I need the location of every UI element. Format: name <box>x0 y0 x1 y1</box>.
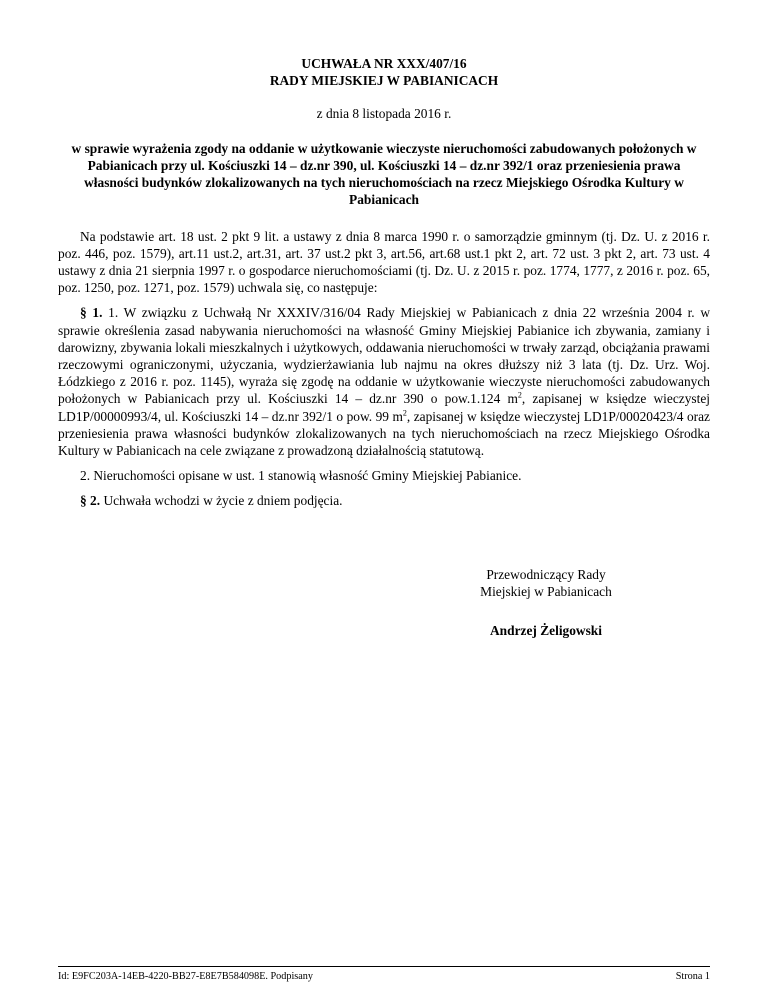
superscript-area-unit: 2 <box>517 390 522 400</box>
legal-basis-paragraph: Na podstawie art. 18 ust. 2 pkt 9 lit. a ustawy z dnia 8 marca 1990 r. o samorządzie gminnym (tj. Dz. U. z 2016 r. poz. 446, poz. 1579), art.11 ust.2, art.31, art. 37 ust.2 pkt 3, art.56, art.68 ust.1 pkt 2, art. 72 ust. 3 pkt 2, art. 73 ust. 4 ustawy z dnia 21 sierpnia 1997 r. o gospodarce nieruchomościami (tj. Dz. U. z 2015 r. poz. 1774, 1777, z 2016 r. poz. 65, poz. 1250, poz. 1271, poz. 1579) uchwala się, co następuje: <box>58 228 710 296</box>
section-1-label: § 1. <box>80 305 103 321</box>
title-line-1: UCHWAŁA NR XXX/407/16 <box>301 56 467 71</box>
section-2-label: § 2. <box>80 493 101 509</box>
signature-block <box>446 566 646 639</box>
section-1-text-part1: 1. W związku z Uchwałą Nr XXXIV/316/04 Rady Miejskiej w Pabianicach z dnia 22 września 2004 r. w sprawie określenia zasad nabywania nieruchomości na własność Gminy Miejskiej Pabianice ich zbywania, zamiany i darowizny, zbywania lokali mieszkalnych i użytkowych, oddawania nieruchomości w trwały zarząd, obciążania prawami rzeczowymi ograniczonymi, użyczania, wydzierżawiania lub najmu na okres dłuższy niż 3 lata (tj. Dz. Urz. Woj. Łódzkiego z 2016 r. poz. 1145), wyraża się zgodę na oddanie w użytkowanie wieczyste nieruchomości zabudowanych położonych w Pabianicach przy ul. Kościuszki 14 – dz.nr 390 o pow.1.124 m <box>58 305 710 407</box>
section-1-point-2: 2. Nieruchomości opisane w ust. 1 stanowią własność Gminy Miejskiej Pabianice. <box>80 468 522 484</box>
title-line-2: RADY MIEJSKIEJ W PABIANICACH <box>269 72 499 88</box>
resolution-date: z dnia 8 listopada 2016 r. <box>316 106 452 121</box>
section-1-paragraph <box>58 304 710 459</box>
section-1-text-part3: , zapisanej w księdze wieczystej LD1P/00020423/4 oraz przeniesienia prawa własności budynków zlokalizowanych na tych nieruchomościach na rzecz Miejskiego Ośrodka Kultury w Pabianicach na cele związane z prowadzoną działalnością statutową. <box>58 408 710 458</box>
signature-name: Andrzej Żeligowski <box>490 623 602 638</box>
superscript-area-unit: 2 <box>402 408 407 418</box>
footer-divider <box>58 966 710 967</box>
signature-role-line-1: Przewodniczący Rady <box>486 567 606 582</box>
resolution-subject: w sprawie wyrażenia zgody na oddanie w użytkowanie wieczyste nieruchomości zabudowanych położonych w Pabianicach przy ul. Kościuszki 14 – dz.nr 390, ul. Kościuszki 14 – dz.nr 392/1 oraz przeniesienia prawa własności budynków zlokalizowanych na tych nieruchomościach na rzecz Miejskiego Ośrodka Kultury w Pabianicach <box>71 140 697 207</box>
section-2-paragraph <box>58 492 710 509</box>
section-2-text: Uchwała wchodzi w życie z dniem podjęcia. <box>100 493 343 509</box>
footer-page-number: Strona 1 <box>675 971 710 982</box>
section-1-text-part2: , zapisanej w księdze wieczystej LD1P/00000993/4, ul. Kościuszki 14 – dz.nr 392/1 o pow. 99 m <box>58 391 710 424</box>
document-body <box>58 56 710 510</box>
resolution-title <box>58 56 710 89</box>
signature-role-line-2: Miejskiej w Pabianicach <box>480 584 612 599</box>
footer-document-id: Id: E9FC203A-14EB-4220-BB27-E8E7B584098E. Podpisany <box>58 971 313 982</box>
